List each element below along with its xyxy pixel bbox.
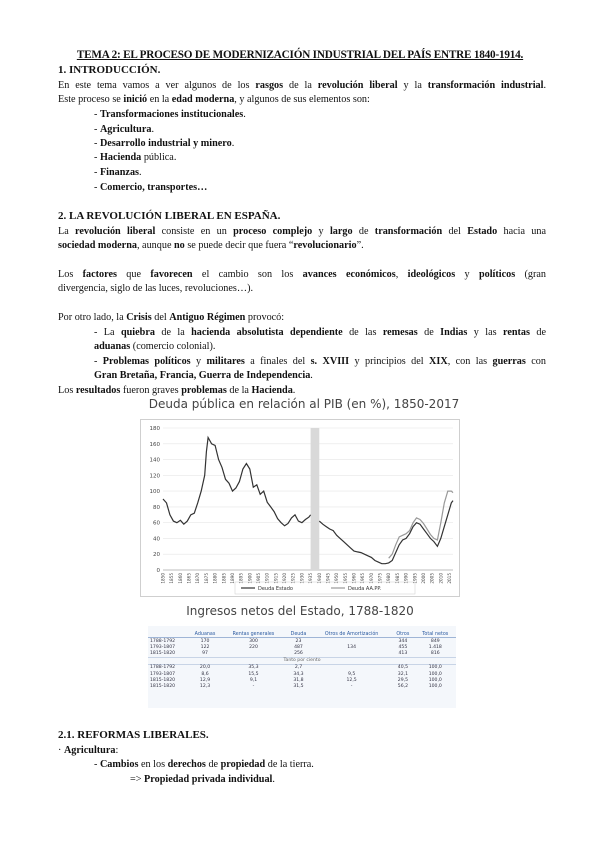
bold-text: Indias	[440, 327, 468, 338]
text-run: .	[151, 124, 154, 135]
bold-text: no	[174, 240, 185, 251]
text-run: Los	[58, 269, 83, 280]
x-tick-label: 1865	[186, 573, 192, 584]
table-cell: 100,0	[428, 671, 442, 677]
table-cell: 12,3	[199, 683, 211, 689]
x-tick-label: 1890	[229, 573, 235, 584]
bold-text: Cambios	[99, 759, 139, 770]
y-tick-label: 160	[149, 441, 160, 448]
table-cell: 23	[295, 638, 302, 644]
table-subheader-row	[148, 657, 456, 664]
text-run: en los	[138, 759, 168, 770]
list-item	[94, 181, 546, 195]
bullet-line	[94, 355, 546, 369]
text-run: pública.	[141, 152, 177, 163]
bold-text: transformación industrial	[427, 80, 544, 91]
text-run: , aunque	[136, 240, 175, 251]
table-cell: 8,6	[201, 671, 209, 677]
bold-text: s. XVIII	[310, 356, 350, 367]
table-cell: 344	[398, 638, 408, 644]
paragraph-line	[58, 239, 546, 253]
text-run: de la tierra.	[265, 759, 314, 770]
text-run: =>	[130, 774, 145, 785]
table-cell: 1815-1820	[150, 683, 176, 689]
bold-text: revolucionario	[293, 240, 357, 251]
table-cell: 34,3	[293, 671, 304, 677]
bold-text: Finanzas	[99, 167, 140, 178]
page-title: TEMA 2: EL PROCESO DE MODERNIZACIÓN INDUSTRIAL DEL PAÍS ENTRE 1840-1914.	[76, 49, 524, 61]
text-run: de la	[154, 327, 192, 338]
text-run: (comercio colonial).	[130, 341, 216, 352]
text-run: hacia una	[497, 226, 546, 237]
x-tick-label: 1870	[195, 573, 201, 584]
list-item	[94, 108, 546, 122]
text-run: :	[115, 745, 119, 756]
x-tick-label: 1935	[308, 573, 314, 584]
text-run: y	[455, 269, 479, 280]
paragraph-line	[58, 225, 546, 239]
text-run: de	[529, 327, 547, 338]
table-cell: 97	[202, 650, 208, 656]
text-run: con	[525, 356, 546, 367]
revenue-table-grid	[148, 626, 456, 690]
bold-text: aduanas	[94, 341, 131, 352]
bold-text: problemas	[181, 385, 227, 396]
debt-chart-svg	[141, 420, 459, 596]
debt-chart-title: Deuda pública en relación al PIB (en %), 1850-2017	[148, 397, 460, 411]
table-cell: 31,5	[293, 683, 304, 689]
bold-text: Propiedad privada individual	[144, 774, 273, 785]
x-tick-label: 1875	[203, 573, 209, 584]
x-tick-label: 1925	[290, 573, 296, 584]
table-cell: 1.418	[428, 644, 442, 650]
x-tick-label: 1965	[360, 573, 366, 584]
table-row	[148, 650, 456, 657]
x-tick-label: 1955	[342, 573, 348, 584]
bold-text: Agricultura	[99, 124, 152, 135]
text-run: en la	[147, 94, 172, 105]
table-row	[148, 638, 456, 645]
bold-text: favorecen	[150, 269, 193, 280]
table-cell: 100,0	[428, 665, 442, 671]
bold-text: derechos	[167, 759, 206, 770]
text-run: a finales del	[244, 356, 311, 367]
text-run: y	[312, 226, 330, 237]
table-subheader: Tanto por ciento	[148, 657, 456, 664]
bold-text: resultados	[75, 385, 121, 396]
text-run: .	[272, 774, 275, 785]
list-item	[94, 166, 546, 180]
table-cell: 1793-1807	[150, 671, 176, 677]
table-cell: 170	[200, 638, 210, 644]
text-run: de la	[226, 385, 252, 396]
bold-text: políticos	[478, 269, 516, 280]
x-tick-label: 1970	[368, 573, 374, 584]
text-run: el cambio son los	[192, 269, 303, 280]
y-tick-label: 0	[156, 568, 160, 574]
paragraph-line	[58, 744, 546, 758]
intro-line-1	[58, 79, 546, 93]
x-tick-label: 1915	[273, 573, 279, 584]
x-tick-label: 1910	[264, 573, 270, 584]
bold-text: factores	[82, 269, 117, 280]
table-cell: 256	[294, 650, 303, 656]
text-run: Este proceso se	[58, 94, 124, 105]
table-cell: 12,9	[199, 677, 211, 683]
bold-text: avances económicos	[302, 269, 396, 280]
text-run: ·	[58, 745, 64, 756]
debt-chart	[140, 397, 460, 597]
table-cell: -	[252, 683, 255, 689]
bold-text: sociedad moderna	[58, 240, 137, 251]
table-cell: 849	[430, 638, 440, 644]
series-line	[163, 438, 453, 564]
intro-line-2	[58, 93, 546, 107]
text-run: -	[94, 152, 100, 163]
table-cell: 20,0	[199, 665, 211, 671]
bullet-line	[94, 340, 546, 354]
debt-chart-frame	[140, 419, 460, 597]
list-item	[94, 137, 546, 151]
table-cell: 2,7	[294, 665, 303, 671]
table-cell	[312, 638, 391, 645]
y-tick-label: 100	[149, 489, 160, 496]
text-run: provocó:	[245, 312, 285, 323]
bold-text: hacienda absolutista dependiente	[191, 327, 343, 338]
y-tick-label: 20	[153, 552, 160, 559]
table-cell: 134	[347, 644, 356, 650]
table-cell: 1793-1807	[150, 644, 176, 650]
y-tick-label: 120	[149, 473, 160, 480]
table-cell: 32,1	[397, 671, 408, 677]
x-tick-label: 1950	[334, 573, 340, 584]
table-cell: 487	[294, 644, 303, 650]
bold-text: remesas	[382, 327, 418, 338]
text-run: del	[442, 226, 468, 237]
bullet-line	[130, 773, 582, 787]
table-cell: 9,1	[249, 677, 258, 683]
text-run: -	[94, 182, 100, 193]
table-cell: 40,5	[397, 665, 408, 671]
bold-text: Estado	[467, 226, 498, 237]
x-tick-label: 1975	[377, 573, 383, 584]
bold-text: revolución liberal	[75, 226, 156, 237]
paragraph-line	[58, 268, 546, 282]
paragraph-line	[58, 311, 546, 325]
text-run: .	[543, 80, 547, 91]
x-tick-label: 1995	[412, 573, 418, 584]
table-cell: 220	[249, 644, 258, 650]
x-tick-label: 1985	[394, 573, 400, 584]
table-cell: 1788-1792	[150, 638, 176, 644]
gap-band	[311, 428, 320, 570]
table-cell: 1788-1792	[150, 665, 176, 671]
text-run: y principios del	[349, 356, 430, 367]
paragraph-line: divergencia, siglo de las luces, revoluciones…).	[58, 283, 254, 294]
bold-text: XIX	[429, 356, 448, 367]
x-tick-label: 1860	[177, 573, 183, 584]
text-run: que	[116, 269, 151, 280]
text-run: de	[205, 759, 221, 770]
bold-text: inició	[123, 94, 148, 105]
bold-text: Antiguo Régimen	[169, 312, 246, 323]
text-run: y la	[397, 80, 428, 91]
x-tick-label: 1895	[238, 573, 244, 584]
x-tick-label: 1930	[299, 573, 305, 584]
table-cell: 56,2	[397, 683, 408, 689]
heading-reformas-liberales: 2.1. REFORMAS LIBERALES.	[58, 729, 209, 741]
legend-label: Deuda Estado	[258, 586, 293, 592]
paragraph-line	[58, 384, 546, 398]
bold-text: guerras	[492, 356, 526, 367]
table-row	[148, 664, 456, 671]
text-run: .	[310, 370, 313, 381]
table-cell: 29,5	[397, 677, 408, 683]
list-item	[94, 123, 546, 137]
x-tick-label: 1855	[169, 573, 175, 584]
table-cell: 12,5	[346, 677, 357, 683]
revenue-table	[148, 626, 456, 708]
text-run: , con las	[447, 356, 493, 367]
text-run: Por otro lado, la	[58, 312, 127, 323]
table-cell: 31,8	[293, 677, 304, 683]
revenue-table-title: Ingresos netos del Estado, 1788-1820	[186, 604, 414, 618]
table-cell: 100,0	[428, 677, 442, 683]
bold-text: quiebra	[120, 327, 155, 338]
x-tick-label: 1850	[160, 573, 166, 584]
bold-text: rasgos	[255, 80, 284, 91]
table-cell: 35,3	[248, 665, 259, 671]
text-run: , y algunos de sus elementos son:	[234, 94, 370, 105]
x-tick-label: 1990	[403, 573, 409, 584]
bold-text: edad moderna	[171, 94, 235, 105]
table-cell: 122	[200, 644, 210, 650]
bold-text: militares	[206, 356, 245, 367]
bold-text: Hacienda	[251, 385, 293, 396]
text-run: del	[151, 312, 170, 323]
bold-text: Agricultura	[63, 745, 116, 756]
y-tick-label: 140	[149, 457, 160, 464]
table-cell: 455	[398, 644, 408, 650]
bullet-line	[94, 326, 546, 340]
table-cell: 9,5	[347, 671, 356, 677]
bold-text: Gran Bretaña, Francia, Guerra de Independencia	[94, 370, 311, 381]
text-run: .	[292, 385, 296, 396]
text-run: se puede decir que fuera “	[184, 240, 294, 251]
table-header-cell: Deuda	[285, 626, 312, 638]
x-tick-label: 2005	[429, 573, 435, 584]
text-run: .	[139, 167, 142, 178]
y-tick-label: 80	[153, 504, 160, 511]
bold-text: largo	[329, 226, 353, 237]
x-tick-label: 1940	[316, 573, 322, 584]
table-cell: 15,5	[248, 671, 259, 677]
text-run: -	[94, 124, 100, 135]
y-tick-label: 60	[153, 520, 160, 527]
bold-text: revolución liberal	[317, 80, 398, 91]
text-run: .	[243, 109, 246, 120]
text-run: -	[94, 356, 103, 367]
text-run: consiste en un	[155, 226, 234, 237]
list-item	[94, 151, 546, 165]
x-tick-label: 2010	[438, 573, 444, 584]
bold-text: proceso complejo	[233, 226, 313, 237]
y-tick-label: 180	[149, 426, 160, 432]
x-tick-label: 1880	[212, 573, 218, 584]
text-run: .	[231, 138, 235, 149]
bold-text: Problemas políticos	[102, 356, 191, 367]
bold-text: propiedad	[220, 759, 266, 770]
text-run: de	[417, 327, 441, 338]
heading-introduccion: 1. INTRODUCCIÓN.	[58, 64, 161, 76]
bold-text: rentas	[503, 327, 530, 338]
table-header-row	[148, 626, 456, 638]
text-run: y las	[467, 327, 503, 338]
bullet-line	[94, 758, 546, 772]
bold-text: Crisis	[126, 312, 152, 323]
table-cell	[312, 664, 391, 671]
legend-label: Deuda AA.PP.	[348, 586, 382, 592]
bullet-line	[94, 369, 546, 383]
table-cell: 300	[249, 638, 258, 644]
text-run: ”.	[356, 240, 364, 251]
text-run: de las	[342, 327, 383, 338]
x-tick-label: 1920	[282, 573, 288, 584]
x-tick-label: 1980	[386, 573, 392, 584]
x-tick-label: 1900	[247, 573, 253, 584]
text-run: de la	[283, 80, 318, 91]
x-tick-label: 1945	[325, 573, 331, 584]
x-tick-label: 1960	[351, 573, 357, 584]
table-cell: -	[350, 683, 353, 689]
bold-text: Transformaciones institucionales	[99, 109, 244, 120]
table-header-cell: Otros	[391, 626, 414, 638]
text-run: La	[58, 226, 76, 237]
text-run: -	[94, 759, 100, 770]
text-run: y	[190, 356, 207, 367]
bold-text: Desarrollo industrial y minero	[99, 138, 232, 149]
x-tick-label: 1905	[256, 573, 262, 584]
x-tick-label: 1885	[221, 573, 227, 584]
bold-text: transformación	[374, 226, 443, 237]
table-cell	[222, 650, 285, 657]
bold-text: Comercio, transportes…	[99, 182, 208, 193]
table-header-cell: Rentas generales	[222, 626, 285, 638]
table-header-cell	[148, 626, 188, 638]
bold-text: ideológicos	[407, 269, 456, 280]
table-cell: 100,0	[428, 683, 442, 689]
text-run: -	[94, 138, 100, 149]
table-header-cell: Otros de Amortización	[312, 626, 391, 638]
y-tick-label: 40	[153, 536, 160, 543]
text-run: -	[94, 109, 100, 120]
table-cell	[312, 650, 391, 657]
table-cell: 1815-1820	[150, 650, 176, 656]
text-run: (gran	[515, 269, 547, 280]
heading-revolucion-liberal: 2. LA REVOLUCIÓN LIBERAL EN ESPAÑA.	[58, 210, 281, 222]
text-run: ,	[395, 269, 408, 280]
bold-text: Hacienda	[99, 152, 142, 163]
text-run: Los	[58, 385, 76, 396]
text-run: - La	[94, 327, 121, 338]
table-row	[148, 683, 456, 689]
table-header-cell: Aduanas	[188, 626, 222, 638]
table-cell: 816	[430, 650, 440, 656]
text-run: fueron graves	[120, 385, 182, 396]
text-run: En este tema vamos a ver algunos de los	[58, 80, 256, 91]
table-header-cell: Total netos	[415, 626, 456, 638]
text-run: de	[352, 226, 375, 237]
text-run: -	[94, 167, 100, 178]
table-cell: 1815-1820	[150, 677, 176, 683]
table-cell: 413	[398, 650, 408, 656]
x-tick-label: 2000	[420, 573, 426, 584]
x-tick-label: 2015	[447, 573, 453, 584]
